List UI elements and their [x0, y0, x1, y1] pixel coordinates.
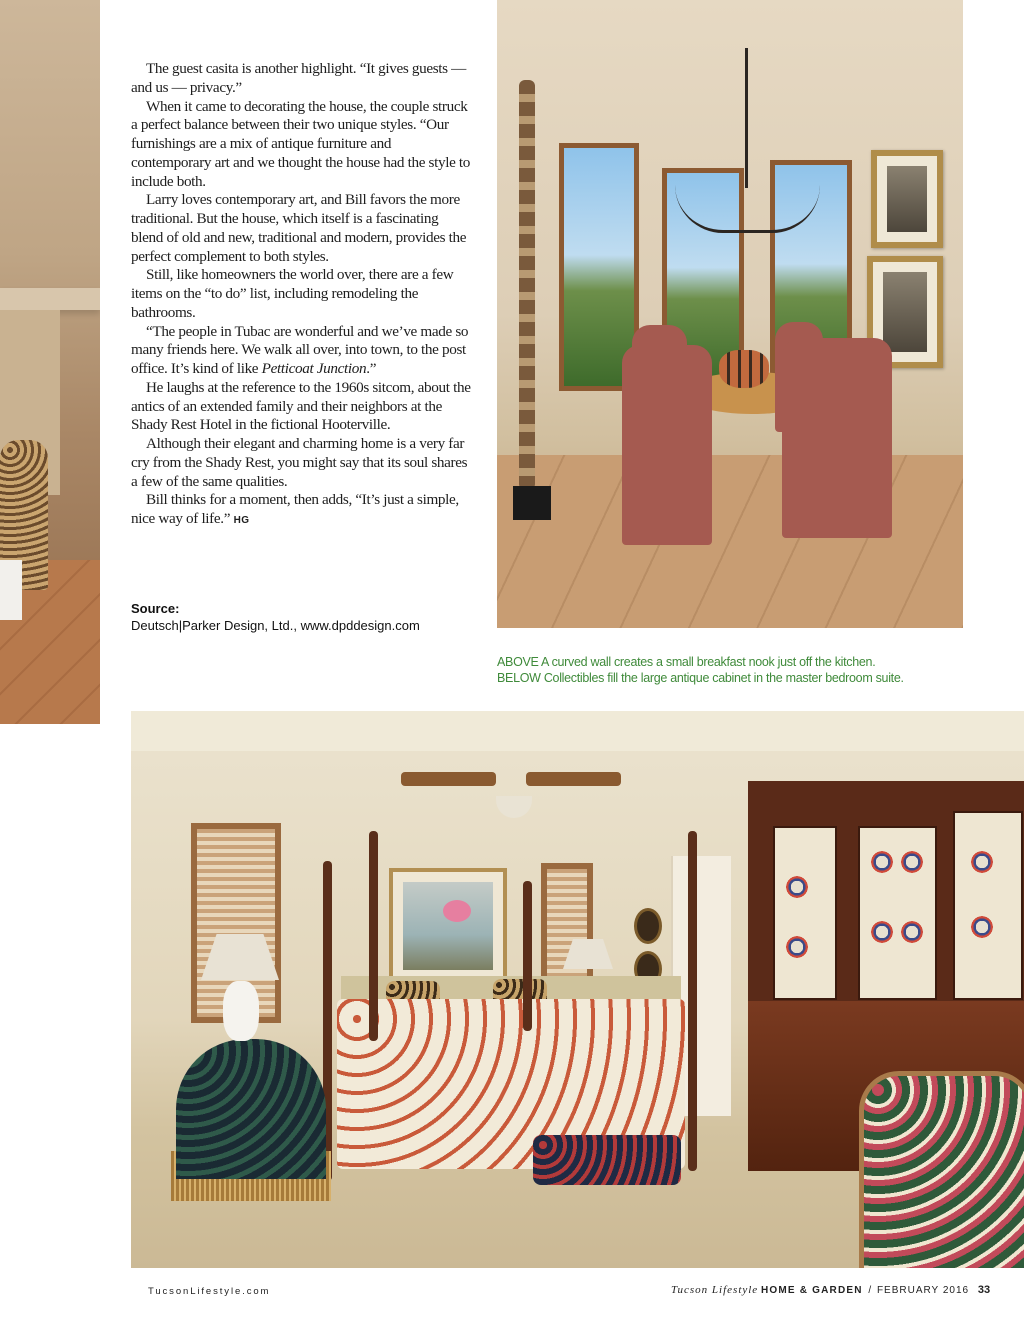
end-mark: HG [233, 515, 250, 526]
footer-site: TucsonLifestyle.com [148, 1286, 271, 1297]
magazine-name: Tucson Lifestyle [671, 1284, 759, 1296]
cabinet-shelf [773, 826, 837, 1000]
paragraph [131, 491, 471, 531]
window-blinds [541, 863, 593, 993]
needlepoint-bench [533, 1135, 681, 1185]
china-plate [871, 921, 893, 943]
bed-post [688, 831, 697, 1171]
paragraph-text: “The people in Tubac are wonderful and we’ve made so many friends here. We walk all over, into town, to the post office. It’s kind of like [131, 322, 469, 377]
dining-chair [782, 338, 892, 538]
caption-line: BELOW Collectibles fill the large antique cabinet in the master bedroom suite. [497, 671, 904, 685]
paragraph-text: Bill thinks for a moment, then adds, “It’s just a simple, nice way of life.” [131, 491, 459, 527]
table-lamp-base [223, 981, 259, 1041]
oval-frame [634, 908, 662, 944]
paragraph-text: .” [366, 360, 377, 377]
china-plate [901, 921, 923, 943]
paragraph: The guest casita is another highlight. “It gives guests — and us — privacy.” [131, 60, 467, 96]
paragraph: When it came to decorating the house, the couple struck a perfect balance between their two unique styles. “Our furnishings are a mix of antique furniture and contemporary art and we thought the house had the style to include both. [131, 97, 471, 190]
bed-post [369, 831, 378, 1041]
totem-stand [513, 486, 551, 520]
footer-folio [671, 1284, 990, 1296]
master-bedroom-photo [131, 711, 1024, 1268]
carved-totem [519, 80, 535, 490]
skirted-side-table [176, 1039, 326, 1179]
photo-caption [497, 654, 967, 686]
show-title: Petticoat Junction [261, 360, 367, 377]
caption-line: ABOVE A curved wall creates a small breakfast nook just off the kitchen. [497, 655, 876, 669]
white-object [0, 560, 22, 620]
framed-portrait [871, 150, 943, 248]
dining-chair [622, 345, 712, 545]
page-number: 33 [977, 1284, 991, 1296]
article-body [131, 60, 471, 531]
ceiling [131, 711, 1024, 751]
paragraph: Although their elegant and charming home is a very far cry from the Shady Rest, you might say that its soul shares a few of the same qualities. [131, 435, 468, 490]
china-plate [786, 936, 808, 958]
paragraph: He laughs at the reference to the 1960s sitcom, about the antics of an extended family and their neighbors at the Shady Rest Hotel in the fictional Hooterville. [131, 378, 471, 434]
china-plate [871, 851, 893, 873]
paragraph [131, 323, 471, 379]
mantel-ledge [0, 288, 100, 310]
cabinet-shelf [953, 811, 1023, 1000]
cabinet-shelf [858, 826, 937, 1000]
breakfast-nook-photo [497, 0, 963, 628]
ceiling-fan [401, 766, 621, 790]
paragraph: Larry loves contemporary art, and Bill favors the more traditional. But the house, which itself is a fascinating blend of old and new, traditional and modern, provides the perfect complement to both styles. [131, 191, 467, 265]
issue-date: FEBRUARY 2016 [876, 1285, 970, 1296]
left-edge-photo [0, 0, 100, 724]
source-label: Source: [131, 601, 180, 616]
section-name: HOME & GARDEN [760, 1285, 863, 1296]
folio-separator: / [868, 1285, 872, 1296]
source-text: Deutsch|Parker Design, Ltd., www.dpddesign.com [131, 618, 420, 633]
source-credit [131, 600, 491, 634]
chandelier-chain [745, 48, 748, 188]
framed-bird-painting [389, 868, 507, 984]
china-plate [901, 851, 923, 873]
china-plate [971, 916, 993, 938]
pottery-bowl [719, 350, 769, 388]
paragraph: Still, like homeowners the world over, there are a few items on the “to do” list, including remodeling the bathrooms. [131, 266, 454, 321]
tile-floor [497, 455, 963, 628]
china-plate [786, 876, 808, 898]
china-plate [971, 851, 993, 873]
bed-post [523, 881, 532, 1031]
floral-armchair [859, 1071, 1024, 1268]
